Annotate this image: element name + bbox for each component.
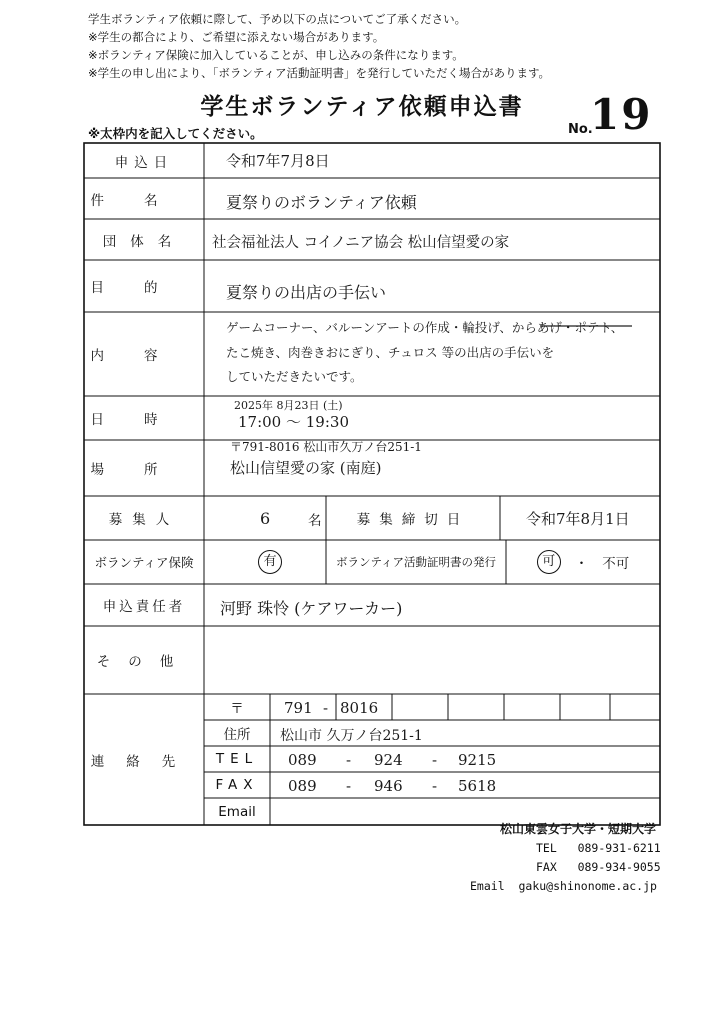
certificate-yes: 可	[537, 550, 561, 574]
date-value: 令和7年7月8日	[226, 152, 330, 170]
tel-part: 9215	[458, 751, 497, 769]
note-line: ※ボランティア保険に加入していることが、申し込みの条件になります。	[88, 48, 464, 62]
note-line: ※学生の申し出により、「ボランティア活動証明書」を発行していただく場合があります。	[88, 66, 551, 80]
datetime-time: 17:00 ～ 19:30	[238, 413, 349, 431]
place-address: 〒791-8016 松山市久万ノ台251-1	[230, 440, 422, 454]
contact-label: 連絡先	[90, 753, 198, 770]
note-line: ※学生の都合により、ご希望に添えない場合があります。	[88, 30, 385, 44]
recruit-count: 6	[260, 509, 271, 528]
form-title: 学生ボランティア依頼申込書	[200, 94, 524, 120]
content-label: 内容	[90, 348, 198, 364]
organization-label: 団体名	[102, 233, 186, 250]
note-line: 学生ボランティア依頼に際して、予め以下の点についてご了承ください。	[88, 12, 467, 26]
certificate-no: 不可	[602, 556, 630, 572]
deadline-label: 募集締切日	[356, 512, 470, 528]
address-label: 住所	[223, 727, 251, 743]
subject-label: 件名	[90, 192, 198, 209]
content-line: ゲームコーナー、バルーンアートの作成・輪投げ、からあげ・ポテト、	[226, 320, 624, 335]
certificate-label: ボランティア活動証明書の発行	[335, 555, 497, 569]
instruction: ※太枠内を記入してください。	[88, 126, 263, 141]
recruit-unit: 名	[308, 513, 322, 529]
address-value: 松山市 久万ノ台251-1	[280, 728, 423, 744]
fax-dash: -	[346, 777, 352, 795]
footer-org: 松山東雲女子大学・短期大学	[499, 822, 656, 836]
tel-dash: -	[346, 751, 352, 769]
content-line: たこ焼き、肉巻きおにぎり、チュロス 等の出店の手伝いを	[226, 345, 555, 360]
deadline-value: 令和7年8月1日	[526, 510, 630, 528]
responsible-value: 河野 珠怜 (ケアワーカー)	[220, 599, 403, 618]
tel-label: TEL	[215, 751, 259, 767]
certificate-options	[506, 540, 660, 584]
tel-part: 089	[288, 751, 317, 769]
place-label: 場所	[90, 462, 198, 478]
postal-1: 791	[284, 699, 313, 717]
subject-value: 夏祭りのボランティア依頼	[226, 193, 417, 212]
certificate-sep: ・	[574, 556, 589, 572]
date-label: 申込日	[114, 154, 174, 171]
postal-2: 8016	[340, 699, 379, 717]
responsible-label: 申込責任者	[102, 599, 186, 615]
fax-part: 946	[374, 777, 403, 795]
content-line: していただきたいです。	[226, 369, 363, 384]
datetime-label: 日時	[90, 412, 198, 428]
number-value: 19	[590, 90, 653, 139]
footer-tel: TEL 089-931-6211	[536, 841, 661, 855]
footer	[470, 820, 670, 896]
place-name: 松山信望愛の家 (南庭)	[230, 459, 382, 477]
fax-label: FAX	[215, 777, 259, 793]
other-label: その他	[96, 654, 192, 670]
postal-label: 〒	[230, 701, 244, 717]
insurance-label: ボランティア保険	[94, 555, 194, 570]
email-label: Email	[218, 803, 256, 820]
datetime-date: 2025年 8月23日 (土)	[234, 399, 343, 412]
fax-dash: -	[432, 777, 438, 795]
insurance-circle: 有	[258, 550, 282, 574]
number-label: No.	[568, 122, 593, 137]
insurance-value	[204, 540, 326, 584]
footer-fax: FAX 089-934-9055	[536, 860, 661, 874]
recruit-label: 募集人	[108, 512, 180, 528]
purpose-value: 夏祭りの出店の手伝い	[226, 283, 387, 302]
fax-part: 5618	[458, 777, 497, 795]
organization-value: 社会福祉法人 コイノニア協会 松山信望愛の家	[212, 235, 510, 251]
footer-email: Email gaku@shinonome.ac.jp	[470, 879, 657, 893]
postal-dash: -	[323, 699, 329, 717]
tel-part: 924	[374, 751, 403, 769]
purpose-label: 目的	[90, 280, 198, 296]
fax-part: 089	[288, 777, 317, 795]
tel-dash: -	[432, 751, 438, 769]
